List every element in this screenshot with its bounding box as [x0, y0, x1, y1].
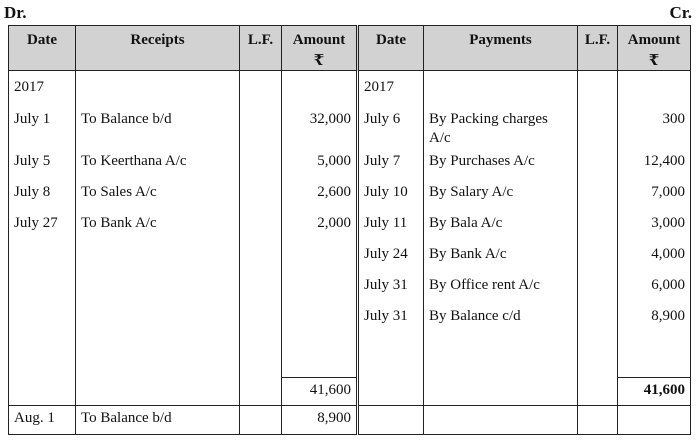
header-payments: Payments	[424, 26, 578, 71]
header-lf-debit: L.F.	[240, 26, 282, 71]
payments-total: 41,600	[618, 378, 691, 406]
receipt-particulars: To Balance b/d	[76, 104, 240, 152]
payment-particulars: By Bala A/c	[424, 214, 578, 245]
header-date-debit: Date	[9, 26, 76, 71]
closing-amount: 8,900	[282, 406, 358, 435]
receipt-date: July 27	[9, 214, 76, 245]
receipts-total: 41,600	[282, 378, 358, 406]
rupee-icon: ₹	[313, 53, 325, 69]
payment-amount: 4,000	[618, 245, 691, 276]
receipt-amount: 2,000	[282, 214, 358, 245]
payment-particulars: By Office rent A/c	[424, 276, 578, 307]
receipt-amount	[282, 276, 358, 307]
receipt-date	[9, 245, 76, 276]
table-row	[9, 276, 691, 307]
receipt-particulars: To Bank A/c	[76, 214, 240, 245]
payment-amount: 6,000	[618, 276, 691, 307]
payment-date: July 10	[358, 183, 424, 214]
receipt-date: July 8	[9, 183, 76, 214]
header-row	[9, 26, 691, 71]
receipt-amount: 2,600	[282, 183, 358, 214]
table-row	[9, 104, 691, 152]
credit-side-label: Cr.	[669, 3, 692, 22]
totals-row	[9, 378, 691, 406]
closing-balance-row	[9, 406, 691, 435]
rupee-icon: ₹	[648, 53, 660, 69]
payment-amount: 7,000	[618, 183, 691, 214]
table-row	[9, 307, 691, 338]
payment-particulars: By Purchases A/c	[424, 152, 578, 183]
payment-amount: 300	[618, 104, 691, 152]
year-credit: 2017	[358, 71, 424, 105]
payment-particulars: By Balance c/d	[424, 307, 578, 338]
payment-amount: 8,900	[618, 307, 691, 338]
payment-particulars: By Bank A/c	[424, 245, 578, 276]
payment-date: July 7	[358, 152, 424, 183]
receipt-amount	[282, 245, 358, 276]
table-row	[9, 152, 691, 183]
payment-date: July 6	[358, 104, 424, 152]
receipt-date: July 1	[9, 104, 76, 152]
receipt-date: July 5	[9, 152, 76, 183]
payment-date: July 24	[358, 245, 424, 276]
receipt-amount	[282, 307, 358, 338]
payment-date: July 31	[358, 307, 424, 338]
closing-date: Aug. 1	[9, 406, 76, 435]
debit-side-label: Dr.	[4, 3, 27, 22]
spacer-row	[9, 338, 691, 378]
receipt-particulars: To Sales A/c	[76, 183, 240, 214]
receipt-particulars: To Keerthana A/c	[76, 152, 240, 183]
header-date-credit: Date	[358, 26, 424, 71]
payment-amount: 3,000	[618, 214, 691, 245]
payment-particulars: By Packing charges A/c	[424, 104, 578, 152]
header-amount-credit: Amount ₹	[618, 26, 691, 71]
payment-date: July 31	[358, 276, 424, 307]
receipt-particulars	[76, 276, 240, 307]
cash-book-table	[8, 25, 691, 435]
payment-particulars: By Salary A/c	[424, 183, 578, 214]
year-debit: 2017	[9, 71, 76, 105]
payment-amount: 12,400	[618, 152, 691, 183]
receipt-amount: 5,000	[282, 152, 358, 183]
closing-particulars: To Balance b/d	[76, 406, 240, 435]
header-receipts: Receipts	[76, 26, 240, 71]
header-lf-credit: L.F.	[578, 26, 618, 71]
receipt-date	[9, 307, 76, 338]
table-row	[9, 245, 691, 276]
receipt-particulars	[76, 307, 240, 338]
receipt-particulars	[76, 245, 240, 276]
receipt-date	[9, 276, 76, 307]
payment-date: July 11	[358, 214, 424, 245]
table-row	[9, 214, 691, 245]
header-amount-debit: Amount ₹	[282, 26, 358, 71]
receipt-amount: 32,000	[282, 104, 358, 152]
table-row	[9, 183, 691, 214]
year-row	[9, 71, 691, 105]
